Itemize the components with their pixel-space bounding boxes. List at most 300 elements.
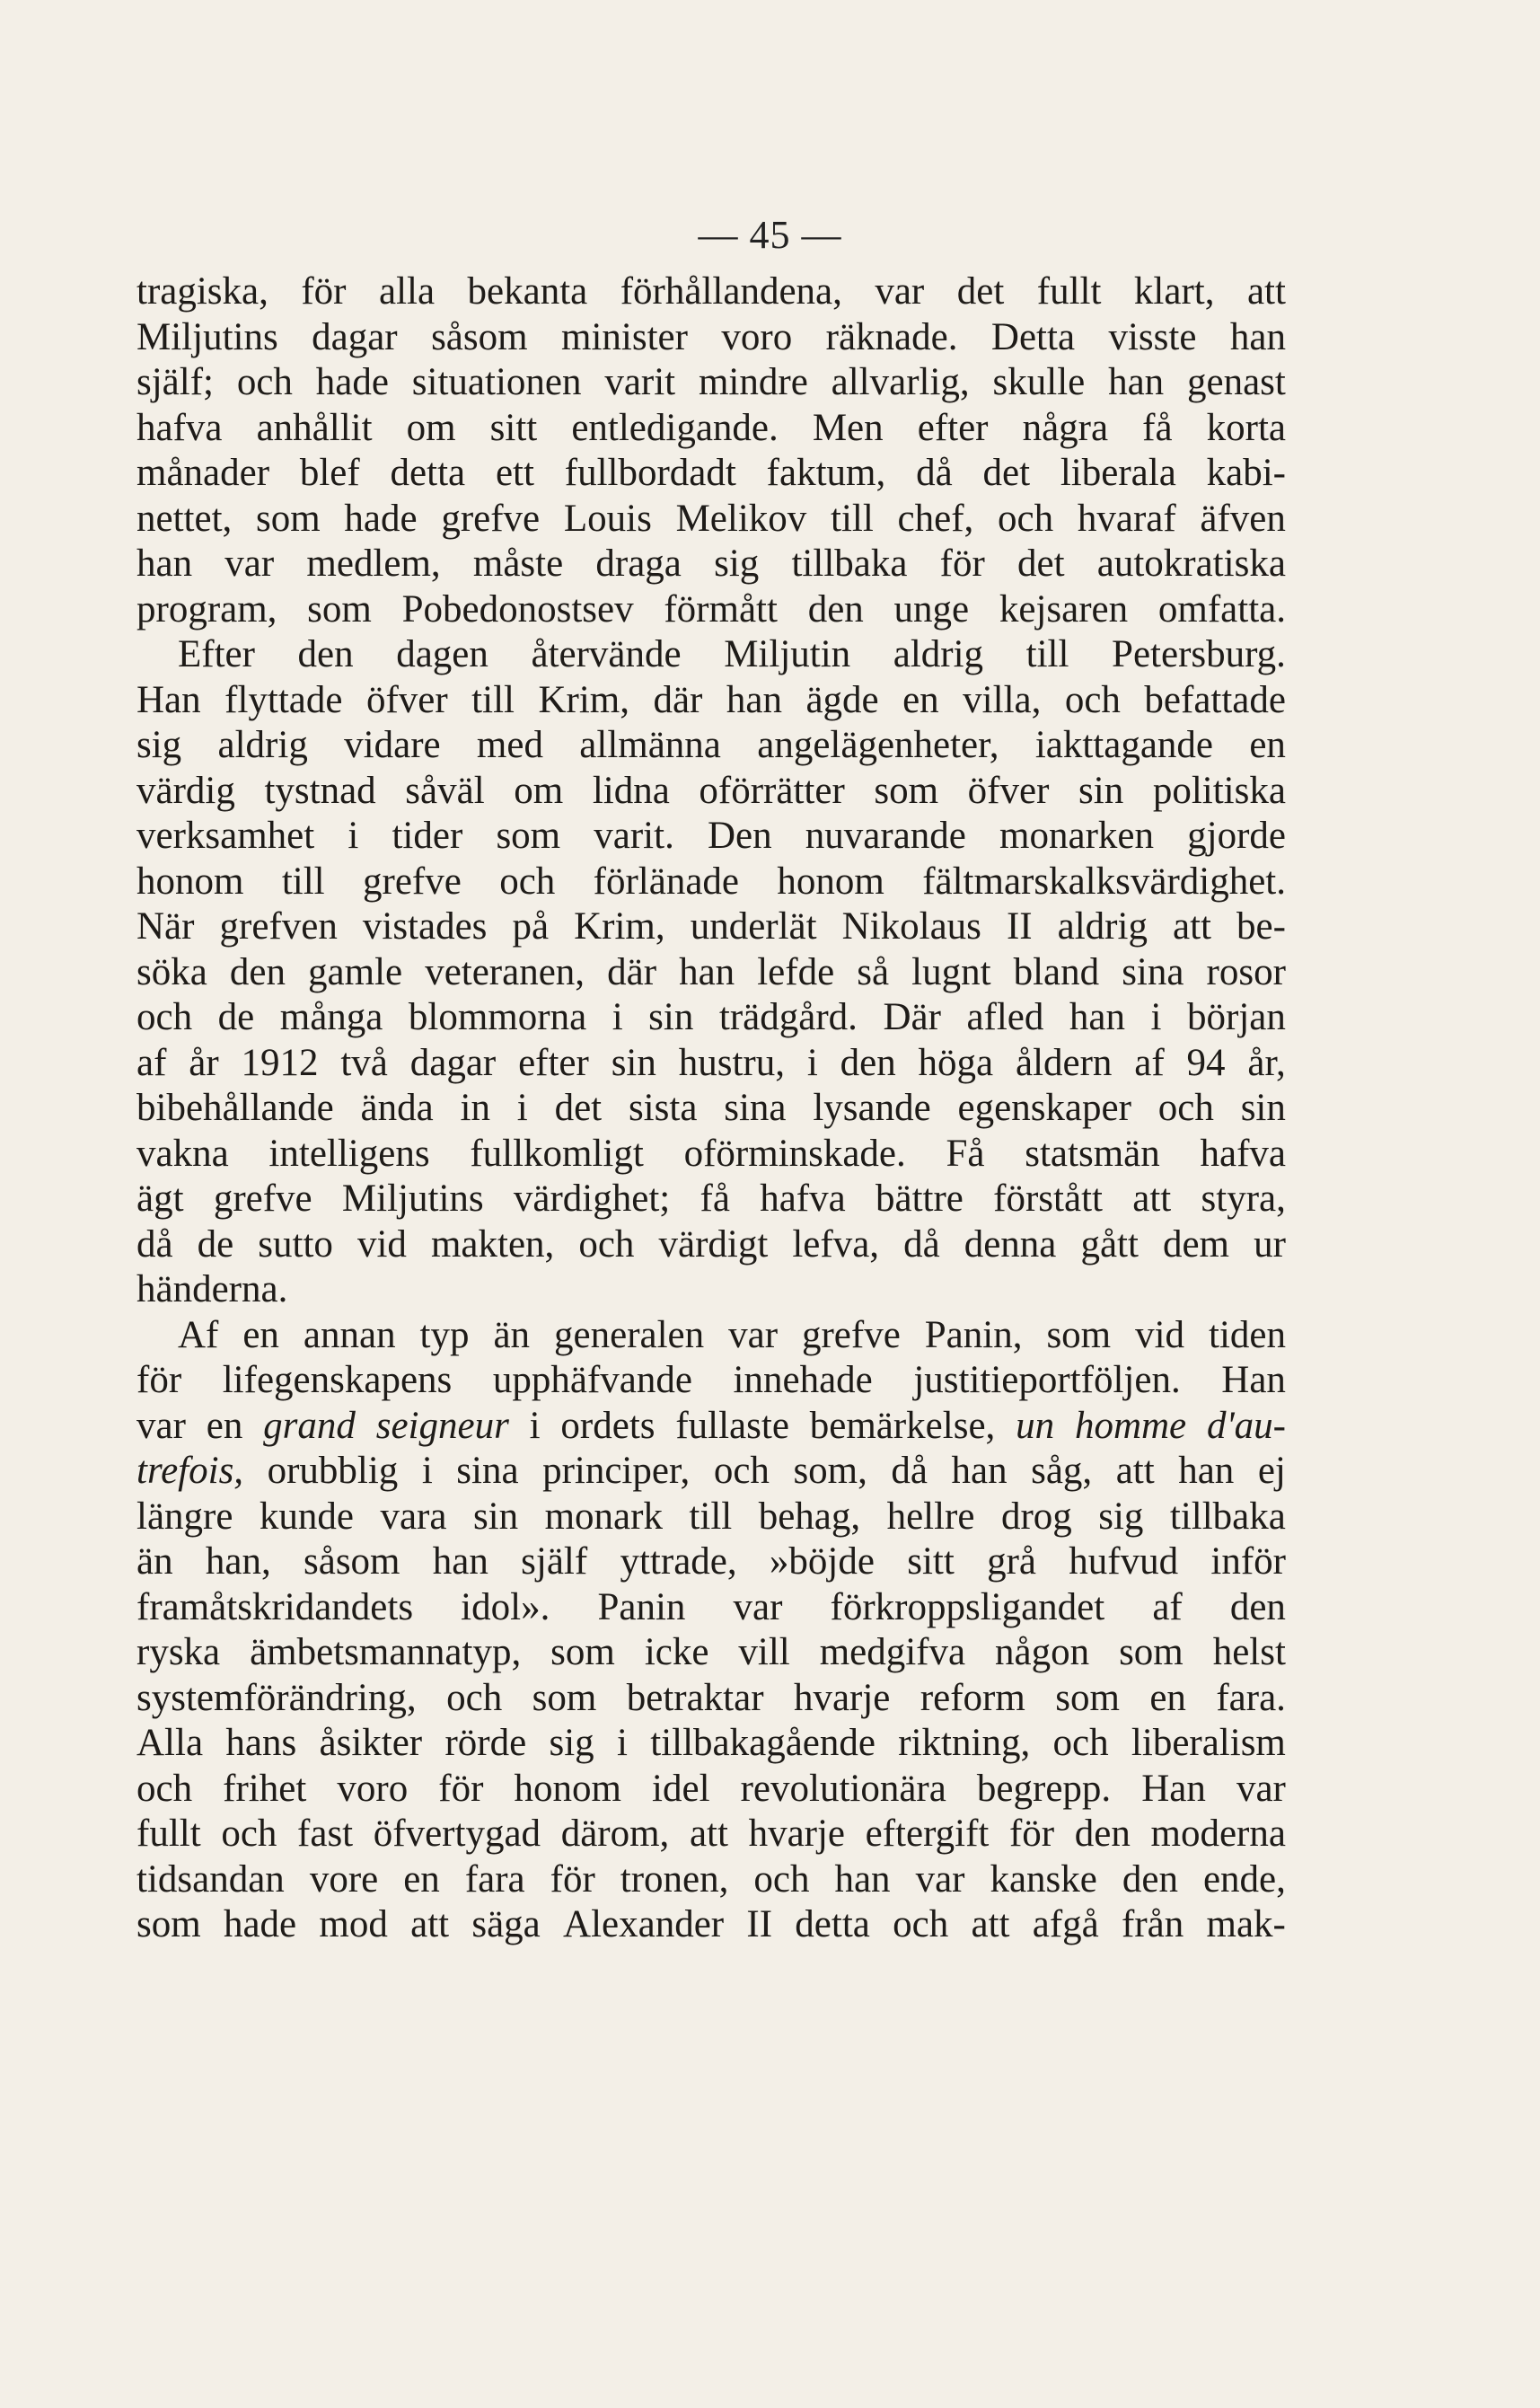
word: år, bbox=[1247, 1041, 1286, 1084]
text-line bbox=[136, 451, 1286, 497]
word: monarken bbox=[999, 815, 1154, 857]
word: icke bbox=[644, 1631, 709, 1673]
text-line bbox=[136, 1358, 1286, 1404]
word: den bbox=[297, 633, 354, 675]
word: att bbox=[410, 1903, 450, 1945]
word: lefva, bbox=[792, 1222, 880, 1266]
word: program, bbox=[136, 587, 277, 631]
word: moderna bbox=[1150, 1813, 1286, 1855]
word: varit bbox=[604, 361, 676, 403]
word: den bbox=[807, 587, 864, 631]
word: två bbox=[340, 1041, 388, 1084]
word: kanske bbox=[990, 1857, 1097, 1901]
text-line bbox=[136, 1812, 1286, 1857]
text-line bbox=[136, 860, 1286, 905]
word: generalen bbox=[554, 1313, 705, 1356]
word: sig bbox=[1098, 1495, 1144, 1538]
word: honom bbox=[777, 860, 884, 903]
word: hade bbox=[344, 497, 418, 540]
text-line bbox=[136, 1222, 1286, 1268]
word: han bbox=[136, 542, 193, 585]
word: ämbetsmannatyp, bbox=[250, 1631, 522, 1673]
word: honom bbox=[514, 1767, 621, 1810]
word: en bbox=[1249, 724, 1286, 766]
word: till bbox=[1025, 633, 1069, 675]
word: för bbox=[301, 270, 347, 313]
word: ägt bbox=[136, 1178, 184, 1220]
text-line bbox=[136, 1495, 1286, 1540]
word: trädgård. bbox=[718, 996, 858, 1038]
word: som bbox=[550, 1631, 615, 1673]
word: om bbox=[514, 769, 564, 812]
word: tronen, bbox=[620, 1857, 729, 1901]
word: mindre bbox=[698, 361, 808, 403]
word: homme bbox=[1074, 1404, 1187, 1447]
word: grå bbox=[987, 1540, 1036, 1583]
word: medlem, bbox=[306, 542, 441, 585]
word: upphäfvande bbox=[492, 1359, 692, 1401]
word: han bbox=[951, 1450, 1008, 1492]
text-line bbox=[136, 1132, 1286, 1178]
word: få bbox=[1142, 406, 1173, 449]
word: som bbox=[874, 769, 939, 812]
body-text bbox=[136, 269, 1286, 1948]
word: vid bbox=[356, 1222, 407, 1266]
word: åldern bbox=[1015, 1041, 1113, 1084]
text-line bbox=[136, 950, 1286, 996]
word: som bbox=[1055, 1676, 1120, 1719]
word: orubblig bbox=[267, 1450, 399, 1492]
word: de bbox=[197, 1222, 234, 1266]
text-line bbox=[136, 1086, 1286, 1132]
word: korta bbox=[1206, 406, 1286, 449]
word: från bbox=[1122, 1903, 1184, 1945]
word: det bbox=[1017, 542, 1065, 585]
word: själf; bbox=[136, 361, 214, 403]
word: När bbox=[136, 905, 195, 948]
word: han bbox=[432, 1540, 488, 1583]
word: för bbox=[1008, 1813, 1055, 1855]
word: äfven bbox=[1200, 497, 1286, 540]
word: gått bbox=[1080, 1222, 1139, 1266]
word: få bbox=[700, 1178, 730, 1220]
word: än bbox=[493, 1313, 531, 1356]
word: un bbox=[1016, 1404, 1055, 1447]
word: hvarje bbox=[748, 1813, 845, 1855]
word: revolutionära bbox=[740, 1767, 946, 1810]
word: värdigt bbox=[658, 1222, 769, 1266]
word: anhållit bbox=[256, 406, 373, 449]
word: var bbox=[1236, 1767, 1286, 1810]
word: grand bbox=[263, 1404, 356, 1447]
text-line bbox=[136, 678, 1286, 724]
word: efter bbox=[917, 406, 989, 449]
word: år bbox=[189, 1041, 219, 1084]
page-number: — 45 — bbox=[698, 213, 842, 257]
word: återvände bbox=[531, 633, 682, 675]
word: behag, bbox=[758, 1495, 861, 1538]
word: grefve bbox=[213, 1178, 312, 1220]
word: då bbox=[916, 452, 953, 494]
word: medgifva bbox=[819, 1631, 966, 1673]
text-line bbox=[136, 1676, 1286, 1722]
word: var bbox=[136, 1404, 186, 1447]
word: att bbox=[689, 1813, 728, 1855]
word: ej bbox=[1257, 1450, 1286, 1492]
word: han bbox=[1069, 996, 1125, 1038]
word: Få bbox=[946, 1132, 985, 1175]
word: för bbox=[550, 1857, 595, 1901]
word: sin bbox=[648, 996, 694, 1038]
word: minister bbox=[561, 315, 688, 358]
word: makten, bbox=[430, 1222, 555, 1266]
word: och bbox=[136, 996, 193, 1038]
word: visste bbox=[1108, 315, 1197, 358]
word: systemförändring, bbox=[136, 1676, 417, 1719]
word: allvarlig, bbox=[831, 361, 970, 403]
word: bemärkelse, bbox=[809, 1404, 996, 1447]
word: klart, bbox=[1133, 270, 1215, 313]
word: blommorna bbox=[408, 996, 587, 1038]
word: den bbox=[1229, 1585, 1286, 1628]
word: nuvarande bbox=[805, 815, 966, 857]
word: tillbaka bbox=[791, 542, 908, 585]
word: bekanta bbox=[467, 270, 588, 313]
word: betraktar bbox=[626, 1676, 764, 1719]
word: chef, bbox=[897, 497, 974, 540]
word: var bbox=[915, 1857, 965, 1901]
word: tillbaka bbox=[1169, 1495, 1286, 1538]
word: Melikov bbox=[675, 497, 807, 540]
word: en bbox=[206, 1404, 243, 1447]
word: fältmarskalksvärdighet. bbox=[922, 860, 1286, 903]
word: varit. bbox=[594, 815, 674, 857]
word: oförrätter bbox=[699, 769, 845, 812]
word: tiden bbox=[1209, 1313, 1286, 1356]
word: af bbox=[1152, 1585, 1183, 1628]
word: unge bbox=[893, 587, 970, 631]
word: lugnt bbox=[911, 950, 991, 993]
word: Där bbox=[883, 996, 941, 1038]
word: sin bbox=[1240, 1087, 1286, 1129]
word: som bbox=[136, 1903, 201, 1945]
word: principer, bbox=[542, 1450, 691, 1492]
word: därom, bbox=[560, 1813, 670, 1855]
word: då bbox=[903, 1222, 940, 1266]
word: vidare bbox=[344, 724, 441, 766]
word: monark bbox=[544, 1495, 663, 1538]
word: kejsaren bbox=[999, 587, 1129, 631]
word: värdighet; bbox=[513, 1178, 671, 1220]
text-line bbox=[136, 995, 1286, 1041]
word: statsmän bbox=[1025, 1132, 1160, 1175]
word: Nikolaus bbox=[841, 905, 981, 948]
word: att bbox=[1115, 1450, 1155, 1492]
text-line bbox=[136, 542, 1286, 587]
word: idel bbox=[652, 1767, 710, 1810]
word: som bbox=[496, 815, 561, 857]
word: faktum, bbox=[766, 452, 886, 494]
word: hellre bbox=[886, 1495, 975, 1538]
word: början bbox=[1187, 996, 1286, 1038]
word: han bbox=[726, 678, 782, 721]
word: be- bbox=[1236, 905, 1286, 948]
word: han bbox=[1108, 361, 1165, 403]
word: styra, bbox=[1201, 1178, 1286, 1220]
word: aldrig bbox=[1057, 905, 1148, 948]
word: detta bbox=[390, 452, 466, 494]
word: drog bbox=[1000, 1495, 1072, 1538]
word: han bbox=[1178, 1450, 1235, 1492]
text-line bbox=[136, 1585, 1286, 1631]
text-line bbox=[136, 1041, 1286, 1087]
word: befattade bbox=[1144, 678, 1286, 721]
word: verksamhet bbox=[136, 815, 315, 857]
word: hustru, bbox=[678, 1041, 785, 1084]
word: förhållandena, bbox=[620, 270, 842, 313]
word: aldrig bbox=[217, 724, 308, 766]
word: Krim, bbox=[574, 905, 665, 948]
word: hans bbox=[225, 1722, 297, 1764]
word: till bbox=[831, 497, 874, 540]
word: grefve bbox=[801, 1313, 901, 1356]
word: hvaraf bbox=[1077, 497, 1176, 540]
word: månader bbox=[136, 452, 270, 494]
word: Han bbox=[136, 678, 201, 721]
word: sitt bbox=[907, 1540, 955, 1583]
word: grefven bbox=[219, 905, 338, 948]
word: mod bbox=[319, 1903, 388, 1945]
text-line bbox=[136, 269, 1286, 315]
word: som bbox=[1046, 1313, 1112, 1356]
word: 1912 bbox=[241, 1041, 319, 1084]
word: oförminskade. bbox=[683, 1132, 906, 1175]
word: dem bbox=[1162, 1222, 1230, 1266]
word: i bbox=[421, 1450, 433, 1492]
word: dagar bbox=[312, 315, 398, 358]
text-line bbox=[136, 769, 1286, 815]
word: en bbox=[403, 1857, 440, 1901]
word: förlänade bbox=[593, 860, 739, 903]
text-line bbox=[136, 1630, 1286, 1676]
word: sig bbox=[549, 1722, 594, 1764]
word: Panin, bbox=[924, 1313, 1023, 1356]
word: då bbox=[136, 1222, 173, 1266]
word: sina bbox=[724, 1087, 787, 1129]
word: vistades bbox=[362, 905, 488, 948]
word: framåtskridandets bbox=[136, 1585, 414, 1628]
word: vid bbox=[1135, 1313, 1185, 1356]
word: typ bbox=[419, 1313, 470, 1356]
word: inför bbox=[1210, 1540, 1286, 1583]
word: annan bbox=[303, 1313, 396, 1356]
word: lifegenskapens bbox=[222, 1359, 453, 1401]
word: såg, bbox=[1031, 1450, 1093, 1492]
word: skulle bbox=[992, 361, 1086, 403]
word: Detta bbox=[990, 315, 1076, 358]
word: fullaste bbox=[675, 1404, 789, 1447]
word: autokratiska bbox=[1096, 542, 1286, 585]
word: angelägenheter, bbox=[757, 724, 999, 766]
word: att bbox=[1132, 1178, 1172, 1220]
word: Louis bbox=[563, 497, 652, 540]
word: åsikter bbox=[319, 1722, 423, 1764]
word: sina bbox=[456, 1450, 519, 1492]
word: tillbakagående bbox=[650, 1722, 876, 1764]
word: af bbox=[136, 1041, 167, 1084]
text-line bbox=[136, 1767, 1286, 1813]
word: en bbox=[902, 678, 939, 721]
word: Pobedonostsev bbox=[401, 587, 634, 631]
word: på bbox=[512, 905, 550, 948]
word: Panin bbox=[597, 1585, 686, 1628]
word: och bbox=[1052, 1722, 1109, 1764]
text-line bbox=[136, 632, 1286, 678]
word: och bbox=[499, 860, 556, 903]
word: att bbox=[1246, 270, 1286, 313]
word: bibehållande bbox=[136, 1087, 334, 1129]
word: bättre bbox=[876, 1178, 964, 1220]
word: justitieportföljen. bbox=[913, 1359, 1181, 1401]
word: öfver bbox=[365, 678, 448, 721]
word: en bbox=[1149, 1676, 1186, 1719]
word: begrepp. bbox=[976, 1767, 1112, 1810]
word: värdig bbox=[136, 769, 235, 812]
word: sin bbox=[472, 1495, 519, 1538]
word: för bbox=[438, 1767, 484, 1810]
word: lefde bbox=[757, 950, 835, 993]
word: och bbox=[998, 497, 1054, 540]
word: några bbox=[1022, 406, 1109, 449]
word: vara bbox=[380, 1495, 447, 1538]
word: lidna bbox=[592, 769, 670, 812]
word: flyttade bbox=[224, 678, 343, 721]
word: yttrade, bbox=[620, 1540, 737, 1583]
word: att bbox=[971, 1903, 1010, 1945]
word: ende, bbox=[1202, 1857, 1286, 1901]
word: han bbox=[834, 1857, 891, 1901]
word: allmänna bbox=[579, 724, 721, 766]
word: fast bbox=[297, 1813, 354, 1855]
word: detta bbox=[795, 1903, 870, 1945]
word: till bbox=[471, 678, 515, 721]
word: afgå bbox=[1032, 1903, 1099, 1945]
word: i bbox=[348, 815, 359, 857]
word: händerna. bbox=[136, 1268, 288, 1310]
word: och bbox=[578, 1222, 635, 1266]
word: han, bbox=[205, 1540, 271, 1583]
word: Petersburg. bbox=[1112, 633, 1286, 675]
word: fullt bbox=[1036, 270, 1102, 313]
word: hafva bbox=[1200, 1132, 1286, 1175]
word: med bbox=[476, 724, 543, 766]
word: omfatta. bbox=[1157, 587, 1286, 631]
word: underlät bbox=[690, 905, 817, 948]
word: räknade. bbox=[825, 315, 958, 358]
word: förmått bbox=[664, 587, 778, 631]
word: sina bbox=[1122, 950, 1184, 993]
word: d'au- bbox=[1206, 1404, 1286, 1447]
word: iakttagande bbox=[1034, 724, 1214, 766]
word: innehade bbox=[733, 1359, 873, 1401]
word: det bbox=[956, 270, 1005, 313]
word: rosor bbox=[1206, 950, 1286, 993]
text-line bbox=[136, 1404, 1286, 1450]
word: honom bbox=[136, 860, 244, 903]
word: fara bbox=[464, 1857, 525, 1901]
word: hade bbox=[315, 361, 389, 403]
word: villa, bbox=[963, 678, 1042, 721]
word: sitt bbox=[489, 406, 538, 449]
word: där bbox=[607, 950, 657, 993]
word: så bbox=[857, 950, 890, 993]
word: Men bbox=[812, 406, 884, 449]
word: helst bbox=[1212, 1631, 1286, 1673]
word: veteranen, bbox=[425, 950, 585, 993]
word: såsom bbox=[431, 315, 528, 358]
word: genast bbox=[1187, 361, 1286, 403]
text-line bbox=[136, 1539, 1286, 1585]
word: den bbox=[1122, 1857, 1178, 1901]
word: han bbox=[1229, 315, 1286, 358]
word: för bbox=[136, 1359, 182, 1401]
word: ända bbox=[360, 1087, 434, 1129]
word: den bbox=[229, 950, 286, 993]
word: om bbox=[406, 406, 456, 449]
word: många bbox=[279, 996, 383, 1038]
word: hade bbox=[223, 1903, 297, 1945]
word: och bbox=[713, 1450, 770, 1492]
word: in bbox=[460, 1087, 490, 1129]
word: afled bbox=[966, 996, 1044, 1038]
word: säga bbox=[471, 1903, 541, 1945]
text-line bbox=[136, 904, 1286, 950]
word: som bbox=[532, 1676, 597, 1719]
word: hafva bbox=[760, 1178, 846, 1220]
word: öfvertygad bbox=[373, 1813, 541, 1855]
word: ur bbox=[1254, 1222, 1286, 1266]
word: frihet bbox=[223, 1767, 307, 1810]
word: sista bbox=[628, 1087, 698, 1129]
word: egenskaper bbox=[957, 1087, 1131, 1129]
word: i bbox=[616, 1722, 628, 1764]
word: aldrig bbox=[893, 633, 984, 675]
word: fullt bbox=[136, 1813, 201, 1855]
word: dagar bbox=[409, 1041, 497, 1084]
word: den bbox=[840, 1041, 896, 1084]
word: själf bbox=[521, 1540, 588, 1583]
word: då bbox=[891, 1450, 928, 1492]
word: och bbox=[1064, 678, 1121, 721]
word: förkroppsligandet bbox=[830, 1585, 1105, 1628]
word: vore bbox=[309, 1857, 379, 1901]
word: såsom bbox=[304, 1540, 400, 1583]
word: öfver bbox=[967, 769, 1050, 812]
word: ett bbox=[495, 452, 534, 494]
word: situationen bbox=[411, 361, 582, 403]
word: mak- bbox=[1206, 1903, 1286, 1945]
word: i bbox=[516, 1087, 528, 1129]
text-line bbox=[136, 1177, 1286, 1222]
word: att bbox=[1173, 905, 1211, 948]
word: gjorde bbox=[1187, 815, 1286, 857]
word: Krim, bbox=[538, 678, 629, 721]
word: trefois, bbox=[136, 1450, 244, 1492]
word: och bbox=[236, 361, 293, 403]
word: och bbox=[221, 1813, 277, 1855]
word: sig bbox=[714, 542, 760, 585]
word: voro bbox=[721, 315, 793, 358]
